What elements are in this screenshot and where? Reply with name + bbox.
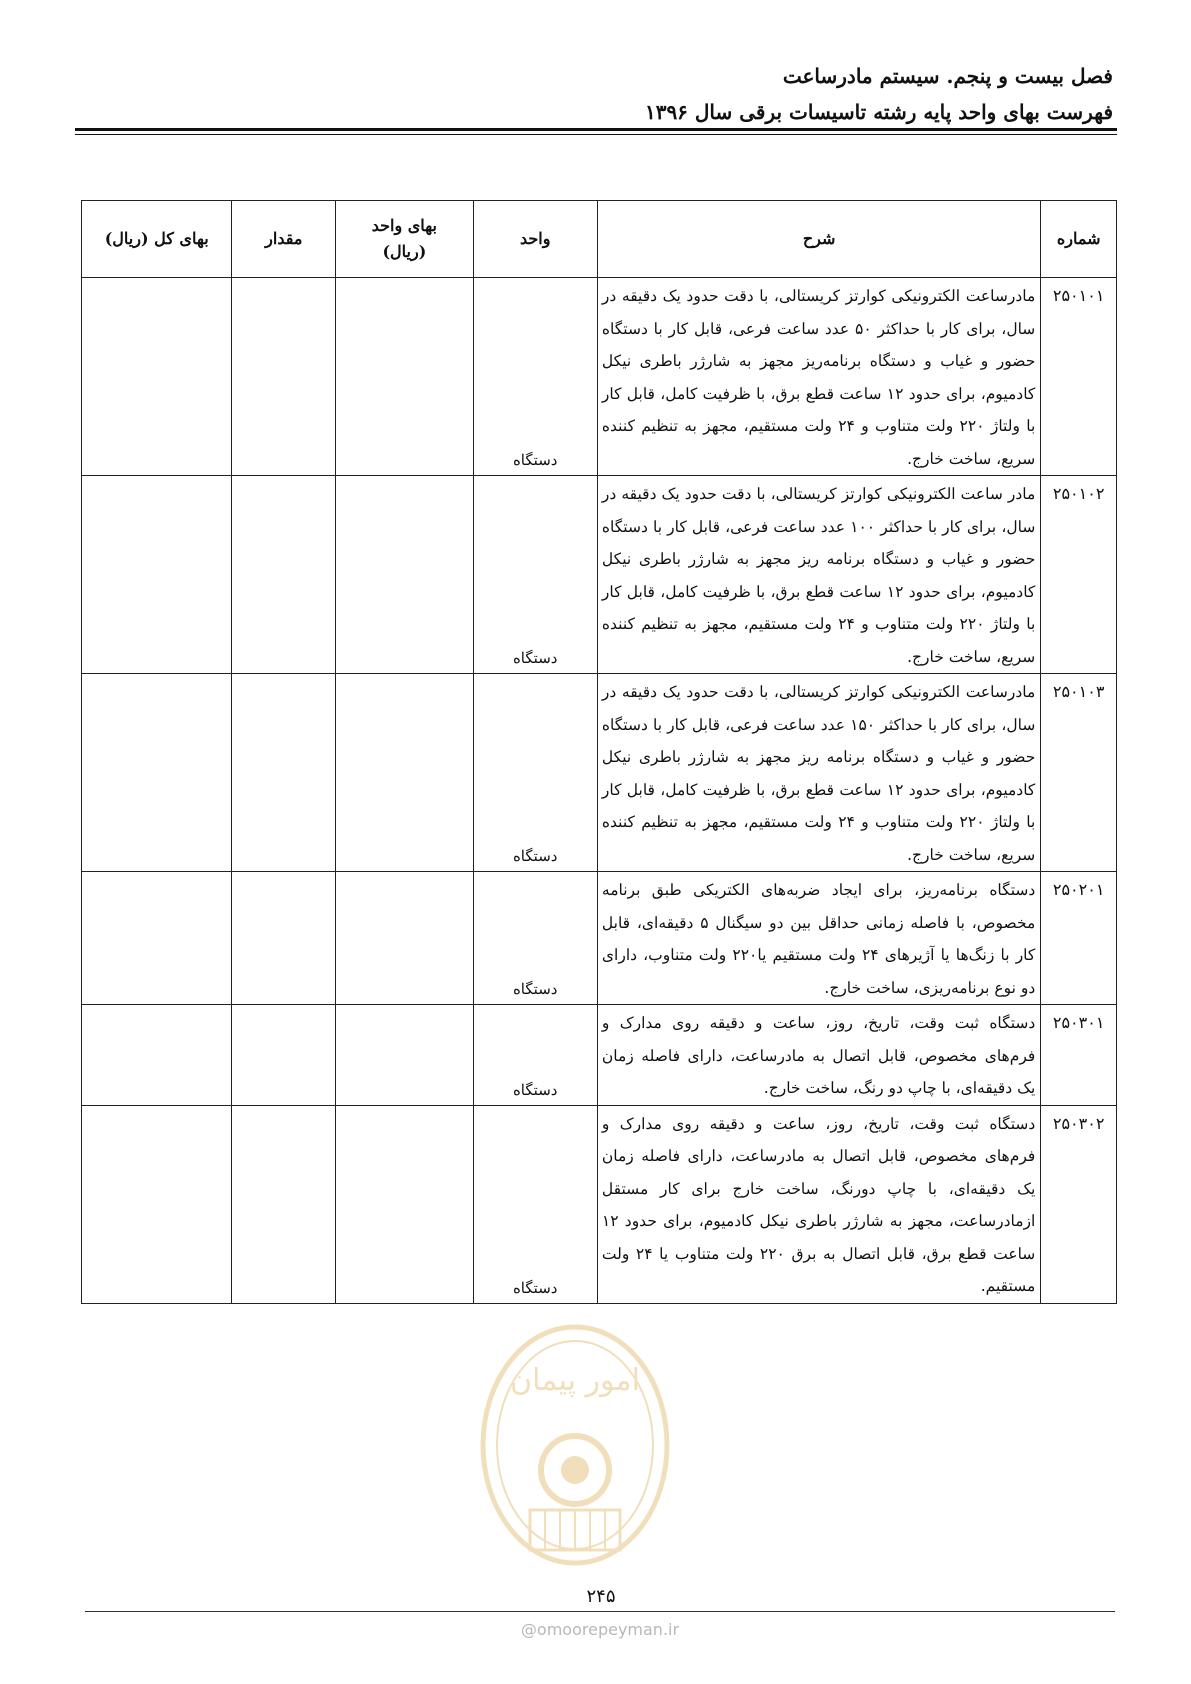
item-total-price (82, 872, 232, 1005)
column-header-quantity: مقدار (232, 201, 336, 278)
item-unit-price (336, 476, 473, 674)
item-total-price (82, 1105, 232, 1303)
seal-text: امور پیمان (510, 1363, 640, 1398)
table-header-row (82, 201, 1117, 278)
chapter-title: فصل بیست و پنجم. سیستم مادرساعت (782, 64, 1113, 88)
header-rule-thick (75, 128, 1117, 131)
item-description: مادر ساعت الکترونیکی کوارتز کریستالی، با دقت حدود یک دقیقه در سال، برای کار با حداکثر ۱۰۰ عدد ساعت فرعی، قابل کار با دستگاه حضور و غیاب و دستگاه برنامه ریز مجهز به شارژر باطری نیکل کادمیوم، برای حدود ۱۲ ساعت قطع برق، با ظرفیت کامل، قابل کار با ولتاژ ۲۲۰ ولت متناوب و ۲۴ ولت مستقیم، مجهز به تنظیم کننده سریع، ساخت خارج. (597, 476, 1040, 674)
item-code: ۲۵۰۲۰۱ (1041, 872, 1117, 1005)
page-header (63, 58, 1113, 130)
column-header-total-price: بهای کل (ریال) (82, 201, 232, 278)
item-unit: دستگاه (473, 1005, 597, 1106)
footer-rule (85, 1611, 1115, 1612)
item-code: ۲۵۰۳۰۱ (1041, 1005, 1117, 1106)
table-row (82, 278, 1117, 476)
item-unit-price (336, 674, 473, 872)
item-code: ۲۵۰۳۰۲ (1041, 1105, 1117, 1303)
item-total-price (82, 1005, 232, 1106)
item-unit: دستگاه (473, 872, 597, 1005)
price-table (81, 200, 1117, 1304)
item-unit-price (336, 278, 473, 476)
item-quantity (232, 476, 336, 674)
item-unit: دستگاه (473, 476, 597, 674)
item-quantity (232, 1105, 336, 1303)
item-quantity (232, 872, 336, 1005)
item-description: دستگاه ثبت وقت، تاریخ، روز، ساعت و دقیقه روی مدارک و فرم‌های مخصوص، قابل اتصال به مادرساعت، دارای فاصله زمان یک دقیقه‌ای، با چاپ دو رنگ، ساخت خارج. (597, 1005, 1040, 1106)
item-total-price (82, 674, 232, 872)
item-quantity (232, 1005, 336, 1106)
item-code: ۲۵۰۱۰۳ (1041, 674, 1117, 872)
item-code: ۲۵۰۱۰۱ (1041, 278, 1117, 476)
table-row (82, 1005, 1117, 1106)
table-row (82, 476, 1117, 674)
table-row (82, 674, 1117, 872)
watermark-url: @omoorepeyman.ir (520, 1620, 680, 1639)
item-quantity (232, 674, 336, 872)
header-rule-thin (75, 134, 1117, 135)
item-description: دستگاه برنامه‌ریز، برای ایجاد ضربه‌های الکتریکی طبق برنامه مخصوص، با فاصله زمانی حداقل بین دو سیگنال ۵ دقیقه‌ای، قابل کار با زنگ‌ها یا آژیرهای ۲۴ ولت مستقیم یا۲۲۰ ولت متناوب، دارای دو نوع برنامه‌ریزی، ساخت خارج. (597, 872, 1040, 1005)
item-unit: دستگاه (473, 1105, 597, 1303)
seal-watermark (475, 1320, 675, 1570)
table-row (82, 1105, 1117, 1303)
column-header-unit: واحد (473, 201, 597, 278)
item-unit: دستگاه (473, 674, 597, 872)
item-unit: دستگاه (473, 278, 597, 476)
item-description: مادرساعت الکترونیکی کوارتز کریستالی، با دقت حدود یک دقیقه در سال، برای کار با حداکثر ۱۵۰ عدد ساعت فرعی، قابل کار با دستگاه حضور و غیاب و دستگاه برنامه ریز مجهز به شارژر باطری نیکل کادمیوم، برای حدود ۱۲ ساعت قطع برق، با ظرفیت کامل، قابل کار با ولتاژ ۲۲۰ ولت متناوب و ۲۴ ولت مستقیم، مجهز به تنظیم کننده سریع، ساخت خارج. (597, 674, 1040, 872)
column-header-unit-price: بهای واحد (ریال) (336, 201, 473, 278)
item-unit-price (336, 1105, 473, 1303)
item-description: دستگاه ثبت وقت، تاریخ، روز، ساعت و دقیقه روی مدارک و فرم‌های مخصوص، قابل اتصال به مادرساعت، دارای فاصله زمان یک دقیقه‌ای، با چاپ دورنگ، ساخت خارج برای کار مستقل ازمادرساعت، مجهز به شارژر باطری نیکل کادمیوم، برای حدود ۱۲ ساعت قطع برق، قابل اتصال به برق ۲۲۰ ولت متناوب یا ۲۴ ولت مستقیم. (597, 1105, 1040, 1303)
item-total-price (82, 476, 232, 674)
column-header-code: شماره (1041, 201, 1117, 278)
item-total-price (82, 278, 232, 476)
item-quantity (232, 278, 336, 476)
item-code: ۲۵۰۱۰۲ (1041, 476, 1117, 674)
page-number: ۲۴۵ (565, 1586, 637, 1607)
item-description: مادرساعت الکترونیکی کوارتز کریستالی، با دقت حدود یک دقیقه در سال، برای کار با حداکثر ۵۰ عدد ساعت فرعی، قابل کار با دستگاه حضور و غیاب و دستگاه برنامه‌ریز مجهز به شارژر باطری نیکل کادمیوم، برای حدود ۱۲ ساعت قطع برق، با ظرفیت کامل، قابل کار با ولتاژ ۲۲۰ ولت متناوب و ۲۴ ولت مستقیم، مجهز به تنظیم کننده سریع، ساخت خارج. (597, 278, 1040, 476)
table-row (82, 872, 1117, 1005)
item-unit-price (336, 872, 473, 1005)
item-unit-price (336, 1005, 473, 1106)
column-header-description: شرح (597, 201, 1040, 278)
list-title: فهرست بهای واحد پایه رشته تاسیسات برقی سال ۱۳۹۶ (644, 100, 1113, 124)
